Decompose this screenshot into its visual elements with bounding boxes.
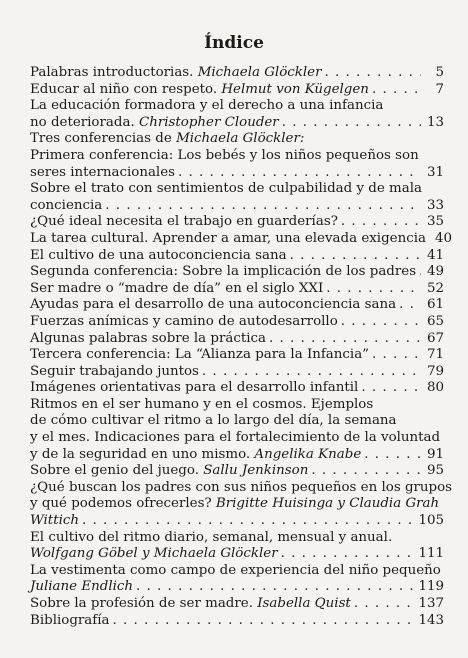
toc-page-number: 61 [426,297,444,313]
toc-leader-dots [113,613,416,630]
toc-line [30,397,444,414]
toc-page-number: 35 [426,214,444,230]
toc-line [30,148,444,165]
toc-line [30,297,444,314]
toc-line [30,347,444,364]
toc-title-text: La vestimenta como campo de experiencia del niño pequeño [30,562,441,578]
toc-page-number: 105 [418,513,444,529]
toc-line [30,364,444,381]
toc-line [30,248,444,265]
toc-author: Michaela Glöckler: [176,131,305,147]
toc-title-text: El cultivo del ritmo diario, semanal, mensual y anual. [30,529,393,545]
toc-entry [30,82,444,99]
toc-page-number: 41 [426,247,444,263]
toc-entry [30,264,444,281]
toc-entry [30,230,452,248]
toc-title-text: seres internacionales [30,164,176,180]
toc-entry [30,397,444,463]
toc-line [30,380,444,397]
toc-leader-dots [311,463,421,480]
toc-author: Michaela Glöckler [197,65,322,80]
toc-leader-dots [82,513,415,530]
toc-line-text [30,248,287,265]
toc-entry [30,98,444,131]
toc-line-text [30,530,392,547]
toc-line-text [30,165,175,182]
toc-entry [30,530,444,563]
toc-entry [30,281,444,298]
toc-page-number: 79 [426,363,444,379]
toc-line-text [30,563,441,580]
toc-title-text: Palabras introductorias. [30,65,198,80]
toc-page-number: 33 [426,197,444,213]
toc-page-number: 119 [418,579,444,595]
toc-title-text: y el mes. Indicaciones para el fortalecimiento de la voluntad [30,430,441,446]
toc-line-text [30,347,369,364]
toc-leader-dots [326,281,421,298]
toc-author: Brigitte Huisinga y Claudia Grah [215,496,440,512]
toc-line-text [30,115,279,132]
toc-title-text: Segunda conferencia: Sobre la implicación de los padres [30,264,417,280]
toc-line [30,496,444,513]
table-of-contents [30,65,453,629]
toc-line-text [30,198,102,215]
toc-line [30,181,444,198]
toc-page-number: 52 [426,280,444,296]
toc-line [30,596,444,613]
toc-line-text [30,131,304,148]
toc-entry [30,596,444,613]
toc-line [30,131,444,148]
toc-leader-dots [282,115,421,132]
toc-line [30,513,444,530]
toc-line [30,115,444,132]
toc-line-text [30,380,358,397]
toc-line-text [30,463,308,480]
toc-entry [30,347,444,364]
toc-line-text [30,281,323,298]
toc-author: Wolfgang Göbel y Michaela Glöckler [30,546,278,562]
toc-entry [30,131,444,181]
toc-leader-dots [341,314,421,331]
toc-line-text [30,331,266,348]
toc-line-text [30,214,338,231]
toc-entry [30,479,453,530]
toc-line-text [30,297,396,314]
toc-line-text [30,82,369,99]
toc-page-number: 65 [426,313,444,329]
toc-line-text [30,579,133,596]
toc-entry [30,248,444,265]
toc-page-number: 71 [426,347,444,363]
toc-line [30,264,444,281]
toc-line [30,281,444,298]
toc-title-text: ¿Qué buscan los padres con sus niños pequeños en los grupos [30,479,453,495]
toc-line-text [30,496,439,513]
toc-leader-dots [105,198,421,215]
toc-title-text: Sobre el trato con sentimientos de culpabilidad y de mala [30,181,422,197]
toc-line [30,165,444,182]
toc-author: Sallu Jenkinson [203,463,309,479]
toc-leader-dots [269,331,421,348]
toc-page-number: 91 [426,446,444,462]
toc-leader-dots [354,596,416,613]
toc-line-text [30,430,440,447]
toc-line [30,546,444,563]
toc-leader-dots [361,380,421,397]
toc-page-number: 111 [418,546,444,562]
toc-line [30,447,444,464]
toc-entry [30,613,444,630]
toc-leader-dots [325,65,422,82]
toc-title-text: Sobre la profesión de ser madre. [30,596,258,611]
toc-title-text: Seguir trabajando juntos [30,363,199,379]
toc-entry [30,214,444,231]
toc-line [30,563,444,580]
toc-leader-dots [364,447,421,464]
toc-line [30,314,444,331]
toc-page-number: 49 [426,264,444,280]
toc-page-number: 31 [426,164,444,180]
toc-page-number: 67 [426,330,444,346]
toc-line [30,230,452,248]
toc-line [30,65,444,82]
toc-leader-dots [372,347,421,364]
toc-title-text: Bibliografía [30,612,110,628]
toc-title-text: Ser madre o “madre de día” en el siglo XXI [30,280,324,296]
toc-title-text: Imágenes orientativas para el desarrollo infantil [30,380,359,396]
toc-line [30,413,444,430]
toc-title-text: Fuerzas anímicas y camino de autodesarrollo [30,313,338,329]
toc-author: Wittich [30,513,79,529]
toc-title-text: Tres conferencias de [30,131,177,147]
toc-line [30,613,444,630]
toc-line-text [30,314,338,331]
toc-author: Helmut von Kügelgen [221,81,369,97]
toc-line [30,579,444,596]
toc-line [30,82,444,99]
toc-title-text: Algunas palabras sobre la práctica [30,330,267,346]
toc-entry [30,380,444,397]
toc-line-text [30,596,351,613]
toc-title-text: y qué podemos ofrecerles? [30,496,216,512]
toc-entry [30,314,444,331]
toc-title-text: no deteriorada. [30,114,139,130]
toc-entry [30,463,444,480]
toc-title-text: Educar al niño con respeto. [30,81,222,97]
toc-leader-dots [290,248,421,265]
toc-leader-dots [399,297,421,314]
toc-leader-dots [202,364,421,381]
toc-entry [30,364,444,381]
toc-page-number: 95 [426,463,444,479]
toc-title-text: Sobre el genio del juego. [30,463,204,479]
page-title: Índice [204,33,264,53]
toc-title-text: conciencia [30,197,103,213]
toc-line-text [30,65,322,82]
toc-page-number: 7 [435,81,444,97]
toc-author: Isabella Quist [257,596,351,611]
toc-leader-dots [136,579,415,596]
toc-page-number: 40 [434,230,452,246]
toc-page-number: 80 [426,380,444,396]
toc-entry [30,563,444,596]
toc-page-number: 137 [418,596,444,611]
toc-line [30,98,444,115]
toc-line-text [30,231,426,248]
toc-line-text [30,513,79,530]
toc-leader-dots [419,264,421,281]
toc-line [30,198,444,215]
toc-line-text [30,413,397,430]
toc-title-text: La tarea cultural. Aprender a amar, una elevada exigencia [30,230,426,246]
toc-line [30,463,444,480]
toc-page-number: 13 [426,114,444,130]
toc-author: Angelika Knabe [254,446,362,462]
toc-line-text [30,447,361,464]
toc-entry [30,65,444,82]
toc-leader-dots [341,214,421,231]
toc-leader-dots [281,546,416,563]
toc-title-text: Primera conferencia: Los bebés y los niños pequeños son [30,147,419,163]
toc-entry [30,297,444,314]
toc-line [30,430,444,447]
toc-line [30,214,444,231]
toc-line-text [30,480,452,497]
toc-line-text [30,264,416,281]
toc-title-text: El cultivo de una autoconciencia sana [30,247,287,263]
toc-leader-dots [372,82,421,99]
toc-line [30,331,444,348]
toc-line-text [30,148,419,165]
toc-line-text [30,613,110,630]
toc-entry [30,181,444,214]
toc-title-text: Ayudas para el desarrollo de una autoconciencia sana [30,297,397,313]
toc-page-number: 143 [418,612,444,628]
toc-title-text: de cómo cultivar el ritmo a lo largo del día, la semana [30,413,397,429]
toc-leader-dots [178,165,421,182]
toc-title-text: Tercera conferencia: La “Alianza para la Infancia” [30,347,370,363]
toc-author: Juliane Endlich [30,579,134,595]
toc-line [30,479,453,497]
toc-line-text [30,181,422,198]
toc-title-text: La educación formadora y el derecho a una infancia [30,98,384,114]
toc-title-text: y de la seguridad en uno mismo. [30,446,255,462]
toc-title-text: ¿Qué ideal necesita el trabajo en guarderías? [30,214,338,230]
toc-title-text: Ritmos en el ser humano y en el cosmos. Ejemplos [30,396,374,412]
toc-entry [30,331,444,348]
toc-author: Christopher Clouder [138,114,279,130]
toc-line [30,530,444,547]
toc-page-number: 5 [435,65,444,80]
toc-line-text [30,364,199,381]
toc-line-text [30,98,383,115]
toc-line-text [30,546,278,563]
toc-line-text [30,397,373,414]
